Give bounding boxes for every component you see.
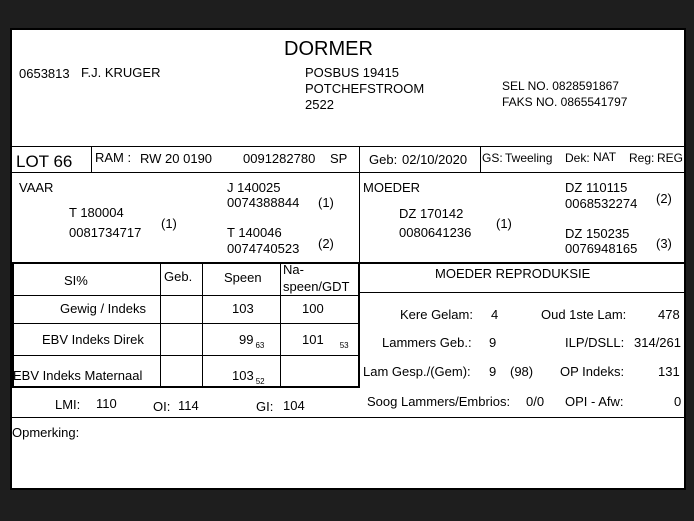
row-maternaal-speen-sub: 52 <box>255 377 265 386</box>
row-direk-naspeen: 101 $_{53}$ <box>302 332 349 350</box>
reproduction-title: MOEDER REPRODUKSIE <box>435 266 591 281</box>
naspeen-header-line1: Na- <box>283 262 304 277</box>
gi-value: 104 <box>283 398 305 413</box>
owner-number: 0653813 <box>19 66 70 81</box>
ram-type: SP <box>330 151 348 166</box>
oi-value: 114 <box>178 398 199 413</box>
row-gewig-label: Gewig / Indeks <box>60 301 146 316</box>
gs-value: Tweeling <box>505 151 553 165</box>
lmi-label: LMI: <box>55 397 81 412</box>
address-line1: POSBUS 19415 <box>305 65 399 80</box>
dam-mark: (1) <box>496 216 512 231</box>
owner-name: F.J. KRUGER <box>81 65 161 80</box>
dam-sire-id: DZ 110115 <box>565 180 628 195</box>
geb-date: 02/10/2020 <box>402 152 468 167</box>
ram-lot-card <box>10 28 686 490</box>
dam-dam-number: 0076948165 <box>565 241 638 256</box>
dam-sire-mark: (2) <box>656 191 672 206</box>
gesp-value: 9 <box>489 364 497 379</box>
gi-label: GI: <box>256 399 274 414</box>
row-direk-speen-sub: 63 <box>255 341 265 350</box>
bottom-bar <box>0 490 694 521</box>
sire-dam-number: 0074740523 <box>227 241 300 256</box>
naspeen-header-line2: speen/GDT <box>283 279 350 294</box>
kere-value: 4 <box>491 307 499 322</box>
oud-value: 478 <box>658 307 680 322</box>
sire-dam-id: T 140046 <box>227 225 282 240</box>
sire-sire-id: J 140025 <box>227 180 281 195</box>
address-line2: POTCHEFSTROOM <box>305 81 425 96</box>
dam-label: MOEDER <box>363 180 421 195</box>
address-line3: 2522 <box>305 97 334 112</box>
row-direk-speen: 99 $_{63}$ <box>239 332 265 350</box>
gs-label: GS: <box>482 151 503 165</box>
row-direk-label: EBV Indeks Direk <box>42 332 144 347</box>
dek-label: Dek: <box>565 151 590 165</box>
dam-number: 0080641236 <box>399 225 472 240</box>
kere-label: Kere Gelam: <box>400 307 473 322</box>
sire-sire-mark: (1) <box>318 195 334 210</box>
si-header: SI% <box>64 273 88 288</box>
lammers-value: 9 <box>489 335 497 350</box>
oud-label: Oud 1ste Lam: <box>541 307 627 322</box>
speen-header: Speen <box>224 270 262 285</box>
opi-value: 0 <box>674 394 682 409</box>
opi-label: OPI - Afw: <box>565 394 624 409</box>
fax-number: FAKS NO. 0865541797 <box>502 95 628 109</box>
title: DORMER <box>284 38 373 60</box>
row-maternaal-label: EBV Indeks Maternaal <box>13 368 143 383</box>
dam-sire-number: 0068532274 <box>565 196 638 211</box>
ram-number: 0091282780 <box>243 151 316 166</box>
dam-dam-mark: (3) <box>656 236 672 251</box>
geb-header: Geb. <box>164 269 193 284</box>
sire-mark: (1) <box>161 216 177 231</box>
soog-label: Soog Lammers/Embrios: <box>367 394 511 409</box>
remark-label: Opmerking: <box>12 425 80 440</box>
dek-value: NAT <box>593 150 617 164</box>
soog-value: 0/0 <box>526 394 545 409</box>
phone-number: SEL NO. 0828591867 <box>502 79 619 93</box>
oi-label: OI: <box>153 399 171 414</box>
sire-id: T 180004 <box>69 205 124 220</box>
gem-value: (98) <box>510 364 534 379</box>
dam-id: DZ 170142 <box>399 206 464 221</box>
lammers-label: Lammers Geb.: <box>382 335 472 350</box>
sire-sire-number: 0074388844 <box>227 195 300 210</box>
ram-label: RAM : <box>95 150 132 165</box>
row-direk-naspeen-sub: 53 <box>339 341 349 350</box>
op-value: 131 <box>658 364 680 379</box>
row-maternaal-speen: 103 $_{52}$ <box>232 368 265 386</box>
gesp-label: Lam Gesp./(Gem): <box>363 364 471 379</box>
ilp-value: 314/261 <box>634 335 681 350</box>
reg-value: REG <box>657 151 684 165</box>
ram-id: RW 20 0190 <box>140 151 213 166</box>
sire-number: 0081734717 <box>69 225 142 240</box>
sire-dam-mark: (2) <box>318 236 334 251</box>
ilp-label: ILP/DSLL: <box>565 335 625 350</box>
reg-label: Reg: <box>629 151 655 165</box>
lot-number: LOT 66 <box>16 152 73 171</box>
row-gewig-naspeen: 100 <box>302 301 324 316</box>
op-label: OP Indeks: <box>560 364 625 379</box>
row-gewig-speen: 103 <box>232 301 254 316</box>
dam-dam-id: DZ 150235 <box>565 226 630 241</box>
sire-label: VAAR <box>19 180 54 195</box>
lmi-value: 110 <box>96 396 117 411</box>
geb-label: Geb: <box>369 152 398 167</box>
